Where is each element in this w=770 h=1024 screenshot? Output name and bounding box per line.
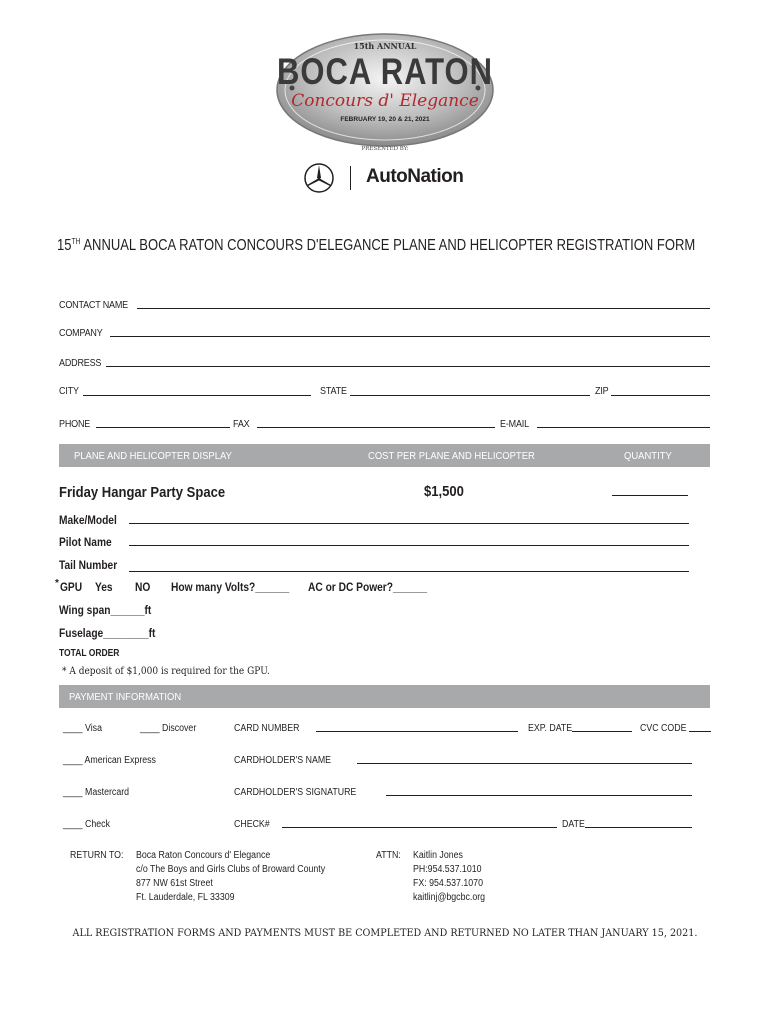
gpu-star: *	[55, 578, 59, 589]
check-number-label: CHECK#	[234, 819, 270, 830]
payment-header: PAYMENT INFORMATION	[69, 691, 182, 703]
cardholder-signature-field[interactable]	[386, 795, 692, 796]
email-field[interactable]	[537, 427, 710, 428]
address-field[interactable]	[106, 366, 710, 367]
wing-span-label[interactable]: Wing span______ft	[59, 603, 152, 617]
gpu-row	[55, 580, 455, 596]
exp-date-label: EXP. DATE	[528, 723, 573, 734]
sponsor-logos	[302, 162, 472, 194]
deadline-notice: ALL REGISTRATION FORMS AND PAYMENTS MUST BE COMPLETED AND RETURNED NO LATER THAN JANUARY 15, 2021.	[72, 928, 698, 939]
logo-annual: 15th ANNUAL	[353, 41, 417, 51]
display-header-bar	[59, 444, 710, 467]
logo-dates: FEBRUARY 19, 20 & 21, 2021	[340, 116, 430, 123]
title-prefix: 15	[57, 237, 72, 255]
tail-number-field[interactable]	[129, 571, 689, 572]
fax-label: FAX	[233, 419, 250, 430]
amex-option[interactable]: ____ American Express	[63, 755, 156, 766]
autonation-logo: AutoNation	[366, 166, 464, 187]
payment-header-bar	[59, 685, 710, 708]
cvc-label: CVC CODE	[640, 723, 687, 734]
sponsor-divider	[350, 166, 351, 190]
date-label: DATE	[562, 819, 585, 830]
gpu-deposit-note: * A deposit of $1,000 is required for the GPU.	[62, 666, 270, 677]
return-to-label: RETURN TO:	[70, 850, 124, 861]
gpu-volts[interactable]: How many Volts?______	[171, 580, 290, 594]
mercedes-star-icon	[302, 162, 336, 194]
card-number-label: CARD NUMBER	[234, 723, 300, 734]
form-title	[57, 237, 695, 255]
zip-field[interactable]	[611, 395, 710, 396]
attn-fax: FX: 954.537.1070	[413, 878, 483, 889]
total-order-label: TOTAL ORDER	[59, 648, 120, 659]
return-line-1: Boca Raton Concours d' Elegance	[136, 850, 271, 861]
city-field[interactable]	[83, 395, 311, 396]
exp-date-field[interactable]	[572, 731, 632, 732]
event-logo	[270, 28, 500, 153]
email-label: E-MAIL	[500, 419, 529, 430]
phone-field[interactable]	[96, 427, 230, 428]
logo-name: BOCA RATON	[276, 50, 494, 93]
quantity-field[interactable]	[612, 495, 688, 496]
date-field[interactable]	[585, 827, 692, 828]
company-label: COMPANY	[59, 328, 103, 339]
address-label: ADDRESS	[59, 358, 102, 369]
visa-option[interactable]: ____ Visa	[63, 723, 102, 734]
cardholder-name-field[interactable]	[357, 763, 692, 764]
gpu-yes[interactable]: Yes	[95, 580, 113, 594]
logo-script: Concours d' Elegance	[291, 91, 479, 111]
pilot-name-field[interactable]	[129, 545, 689, 546]
city-label: CITY	[59, 386, 79, 397]
discover-option[interactable]: ____ Discover	[140, 723, 197, 734]
card-number-field[interactable]	[316, 731, 518, 732]
gpu-ac-dc[interactable]: AC or DC Power?______	[308, 580, 428, 594]
col-quantity: QUANTITY	[624, 450, 672, 462]
make-model-label: Make/Model	[59, 513, 117, 527]
phone-label: PHONE	[59, 419, 91, 430]
item-price: $1,500	[424, 483, 464, 500]
company-field[interactable]	[110, 336, 710, 337]
item-name: Friday Hangar Party Space	[59, 484, 226, 501]
cardholder-name-label: CARDHOLDER'S NAME	[234, 755, 332, 766]
attn-name: Kaitlin Jones	[413, 850, 463, 861]
presented-by: PRESENTED BY:	[361, 146, 409, 152]
cvc-field[interactable]	[689, 731, 711, 732]
fax-field[interactable]	[257, 427, 495, 428]
gpu-label: GPU	[60, 580, 83, 594]
attn-email[interactable]: kaitlinj@bgcbc.org	[413, 892, 486, 903]
gpu-no[interactable]: NO	[135, 580, 151, 594]
check-number-field[interactable]	[282, 827, 557, 828]
cardholder-signature-label: CARDHOLDER'S SIGNATURE	[234, 787, 357, 798]
zip-label: ZIP	[595, 386, 609, 397]
attn-label: ATTN:	[376, 850, 401, 861]
fuselage-label[interactable]: Fuselage________ft	[59, 626, 156, 640]
title-superscript: TH	[71, 237, 81, 246]
col-cost: COST PER PLANE AND HELICOPTER	[368, 450, 535, 462]
state-field[interactable]	[350, 395, 590, 396]
return-line-3: 877 NW 61st Street	[136, 878, 213, 889]
tail-number-label: Tail Number	[59, 558, 118, 572]
mastercard-option[interactable]: ____ Mastercard	[63, 787, 130, 798]
contact-name-label: CONTACT NAME	[59, 300, 129, 311]
state-label: STATE	[320, 386, 347, 397]
contact-name-field[interactable]	[137, 308, 710, 309]
make-model-field[interactable]	[129, 523, 689, 524]
col-display: PLANE AND HELICOPTER DISPLAY	[74, 450, 232, 462]
return-line-2: c/o The Boys and Girls Clubs of Broward County	[136, 864, 326, 875]
title-text: ANNUAL BOCA RATON CONCOURS D'ELEGANCE PLANE AND HELICOPTER REGISTRATION FORM	[80, 237, 696, 255]
pilot-name-label: Pilot Name	[59, 535, 112, 549]
return-line-4: Ft. Lauderdale, FL 33309	[136, 892, 235, 903]
attn-phone: PH:954.537.1010	[413, 864, 482, 875]
check-option[interactable]: ____ Check	[63, 819, 110, 830]
